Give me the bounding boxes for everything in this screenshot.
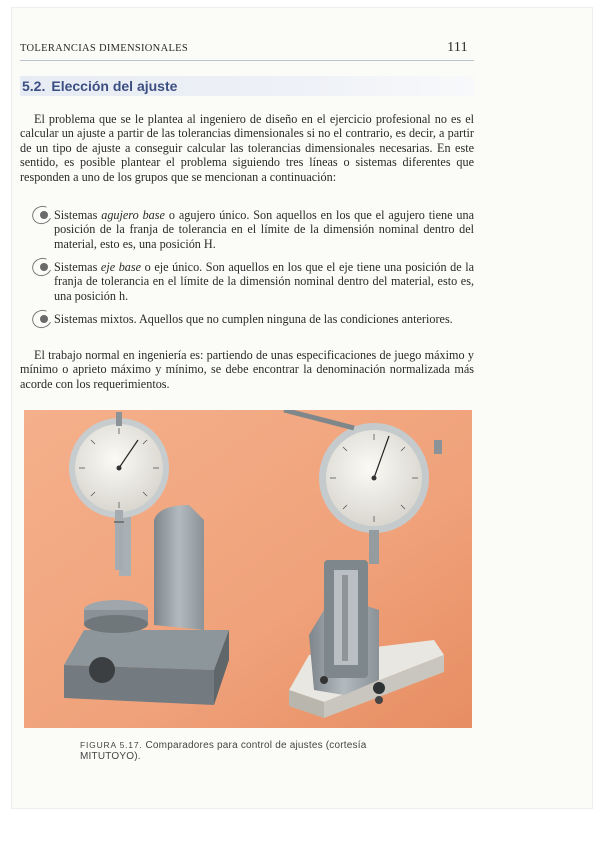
section-title: Elección del ajuste bbox=[51, 78, 178, 94]
emphasis: agujero base bbox=[101, 208, 165, 222]
section-number: 5.2. bbox=[22, 78, 46, 94]
emphasis: eje base bbox=[100, 260, 142, 274]
figure-label: FIGURA 5.17. bbox=[80, 740, 143, 750]
figure-caption-text: Comparadores para control de ajustes (cortesía MITUTOYO). bbox=[80, 740, 367, 762]
figure-caption bbox=[80, 740, 420, 762]
figure-photo bbox=[24, 410, 472, 728]
running-header bbox=[20, 40, 468, 56]
bullet-icon bbox=[40, 315, 48, 323]
closing-paragraph: El trabajo normal en ingeniería es: partiendo de unas especificaciones de juego máximo y mínimo o aprieto máximo y mínimo, se debe encontrar la denominación normalizada más acorde con los requerimientos. bbox=[20, 348, 474, 391]
list-item: Sistemas eje base o eje único. Son aquellos en los que el eje tiene una posición de la franja de tolerancia en el límite de la dimensión nominal dentro del material, esto es, una posición h. bbox=[38, 260, 474, 303]
list-item: Sistemas mixtos. Aquellos que no cumplen ninguna de las condiciones anteriores. bbox=[38, 312, 474, 326]
dial-comparators-illustration bbox=[24, 410, 472, 728]
intro-paragraph: El problema que se le plantea al ingeniero de diseño en el ejercicio profesional no es el calcular un ajuste a partir de las tolerancias dimensionales si no el contrario, es decir, a partir de un tipo de ajuste a conseguir calcular las tolerancias dimensionales necesarias. En este sentido, es posible plantear el problema siguiendo tres líneas o sistemas diferentes que responden a uno de los grupos que se mencionan a continuación: bbox=[20, 112, 474, 184]
bullet-icon bbox=[40, 211, 48, 219]
header-rule bbox=[20, 60, 474, 61]
section-heading bbox=[20, 76, 474, 96]
running-title: TOLERANCIAS DIMENSIONALES bbox=[20, 43, 189, 54]
list-item: Sistemas agujero base o agujero único. Son aquellos en los que el agujero tiene una posición de la franja de tolerancia en el límite de la dimensión nominal dentro del material, esto es, una posición H. bbox=[38, 208, 474, 251]
bullet-icon bbox=[40, 263, 48, 271]
page-number: 111 bbox=[447, 40, 468, 55]
